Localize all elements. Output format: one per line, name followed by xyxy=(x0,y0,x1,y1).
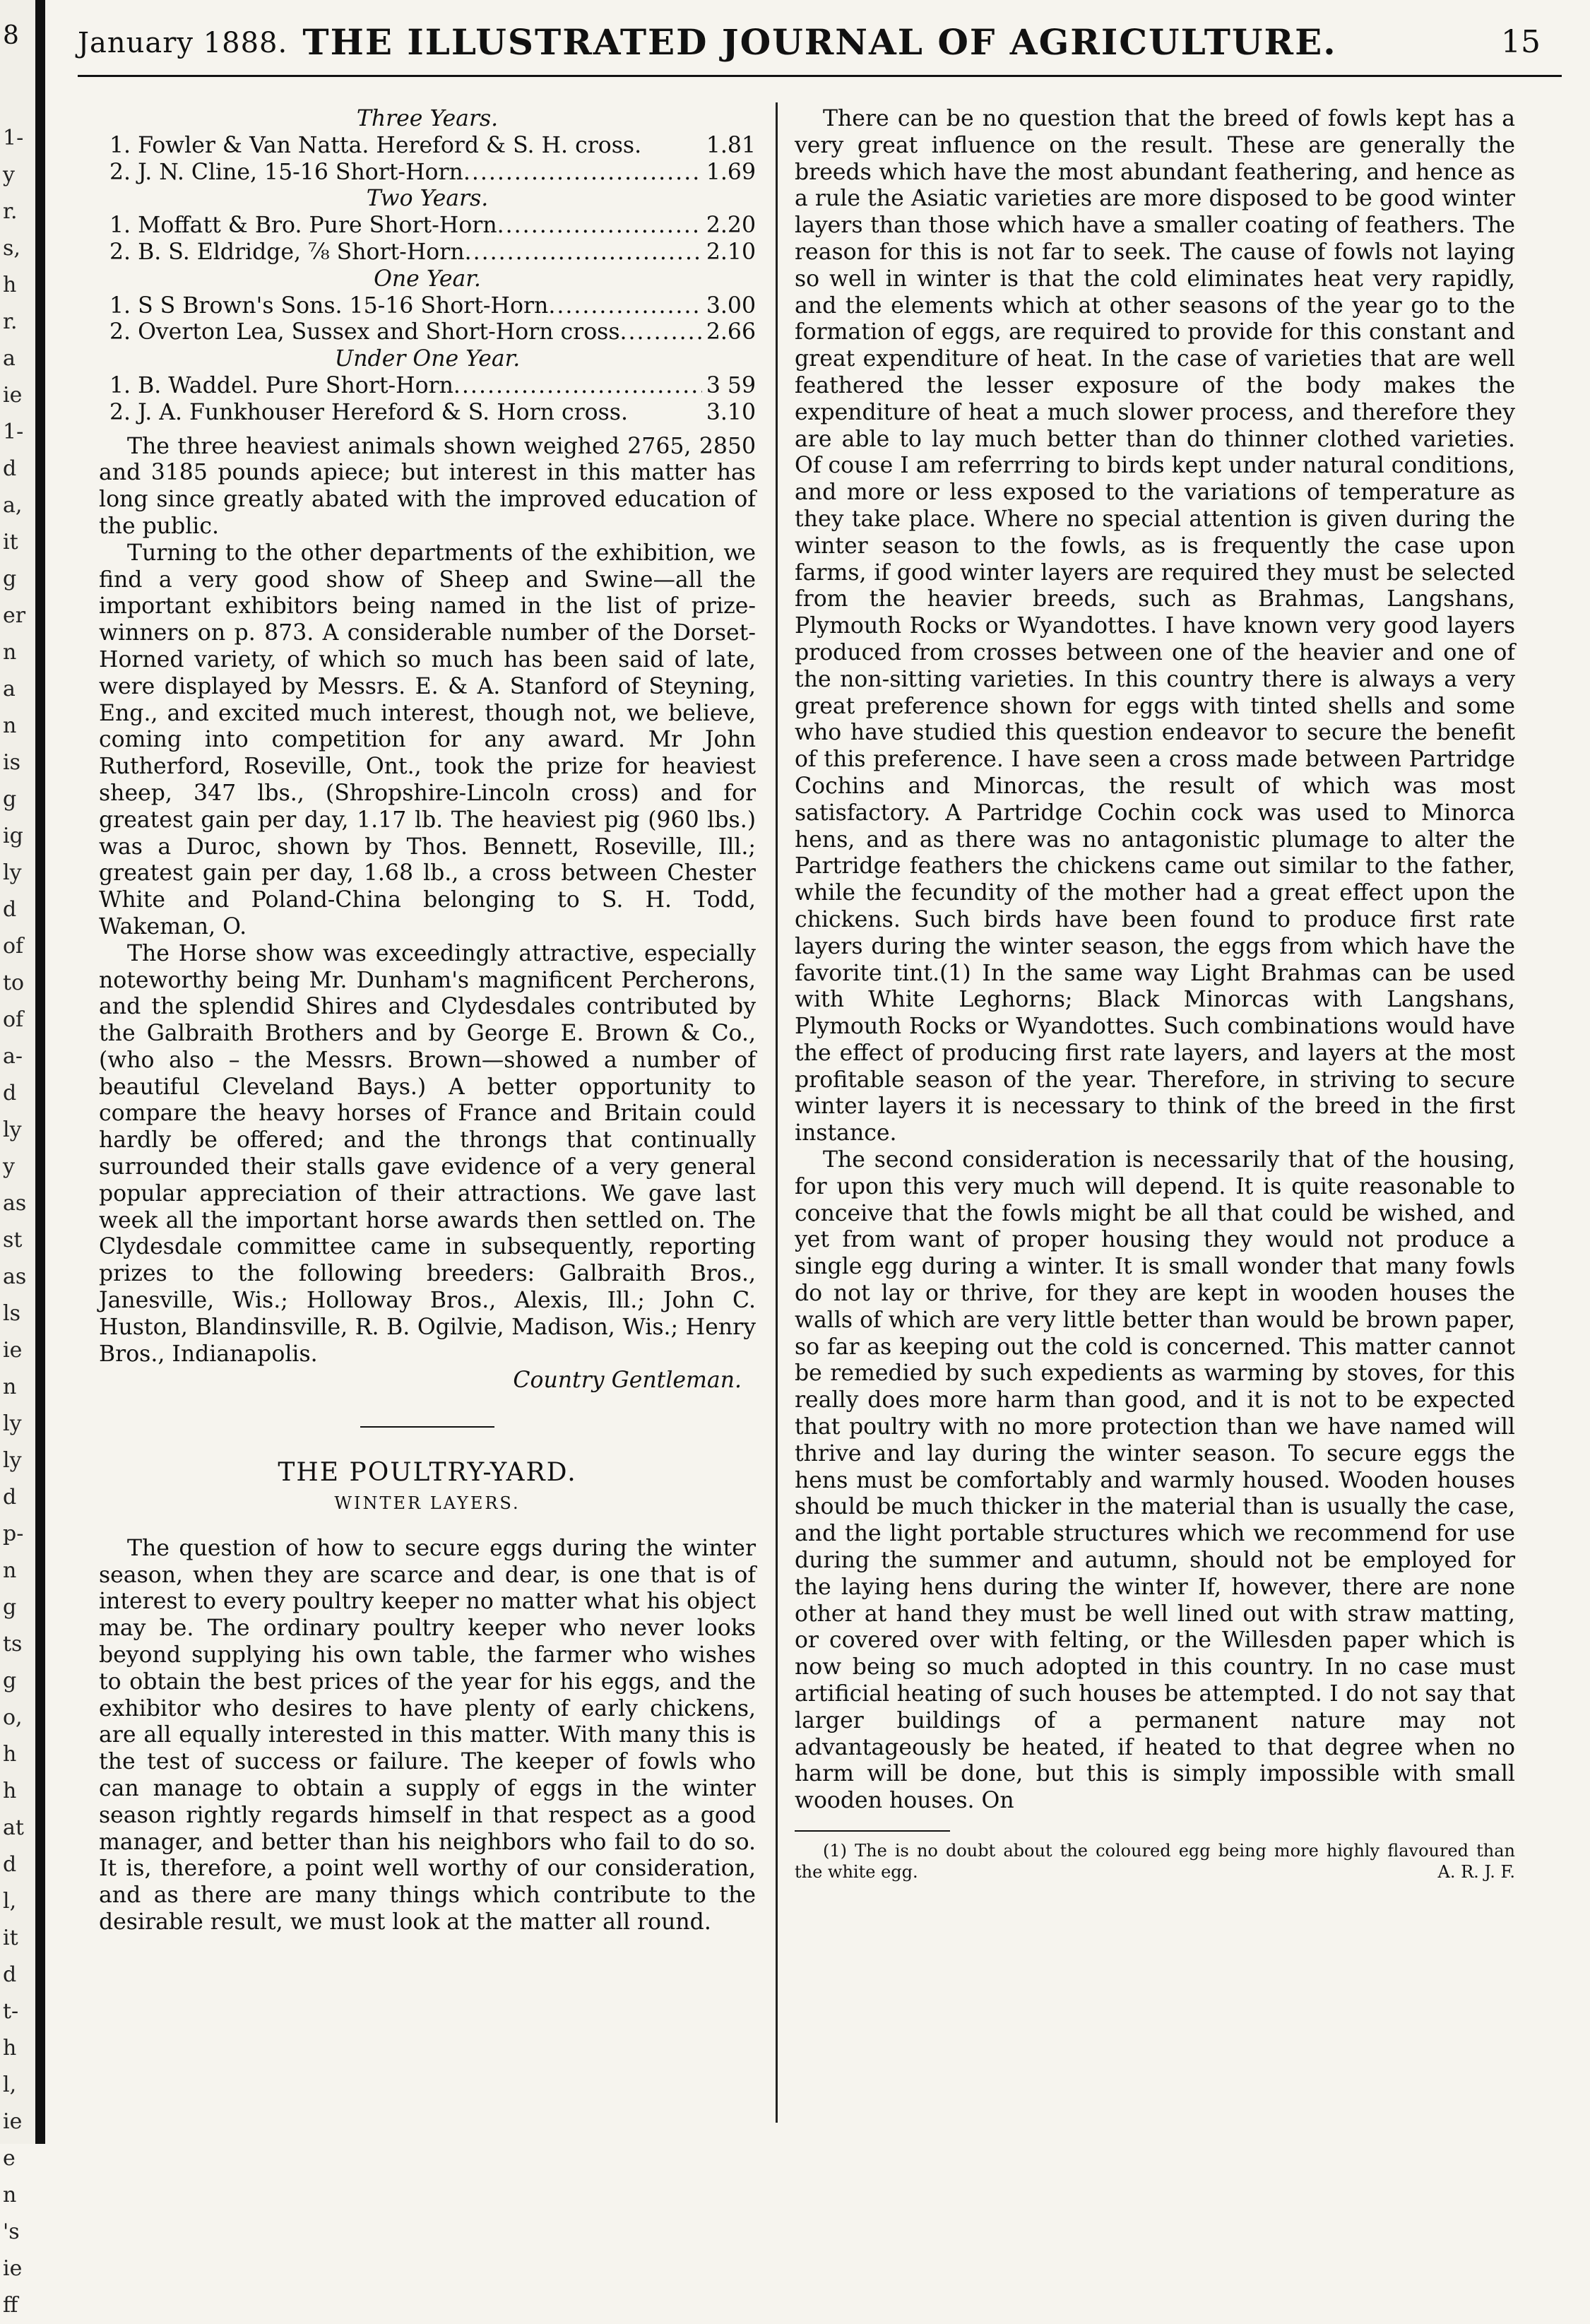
edge-fragment: ts xyxy=(3,1632,23,1656)
edge-fragment: a xyxy=(3,346,16,371)
left-column xyxy=(99,106,756,1936)
edge-fragment: ie xyxy=(3,1338,23,1363)
edge-fragment: of xyxy=(3,934,24,959)
results-heading: Under One Year. xyxy=(334,346,521,372)
results-heading: Three Years. xyxy=(356,106,499,131)
edge-fragment: 1- xyxy=(3,126,24,150)
footnote-text: (1) The is no doubt about the coloured egg being more highly flavoured than the white egg. xyxy=(795,1841,1515,1882)
result-label: 2. J. N. Cline, 15-16 Short-Horn xyxy=(109,159,463,185)
edge-fragment: ly xyxy=(3,1411,22,1436)
result-row xyxy=(109,133,756,160)
edge-fragment: n xyxy=(3,640,17,665)
edge-fragment: h xyxy=(3,1779,17,1803)
results-heading: One Year. xyxy=(374,266,481,292)
header-rule xyxy=(78,75,1562,77)
right-column xyxy=(795,106,1515,1883)
edge-fragment: g xyxy=(3,1668,17,1693)
edge-fragment: ly xyxy=(3,1448,22,1473)
edge-fragment: g xyxy=(3,787,17,812)
edge-fragment: n xyxy=(3,1375,17,1399)
edge-fragment: h xyxy=(3,1742,17,1767)
result-label: 1. Moffatt & Bro. Pure Short-Horn xyxy=(109,213,497,239)
edge-fragment: h xyxy=(3,2036,17,2061)
results-group xyxy=(109,373,756,427)
paragraph: The question of how to secure eggs during the winter season, when they are scarce and dear, is one that is of interest to every poultry keeper no matter what his object may be. The ordinary poultry keeper who never looks beyond supplying his own table, the farmer who wishes to obtain the best prices of the year for his eggs, and the exhibitor who desires to have plenty of early chickens, are all equally interested in this matter. With many this is the test of success or failure. The keeper of fowls who can manage to obtain a supply of eggs in the winter season rightly regards himself in that respect as a good manager, and better than his neighbors who fail to do so. It is, therefore, a point well worthy of our consideration, and as there are many things which contribute to the desirable result, we must look at the matter all round. xyxy=(99,1535,756,1935)
results-group xyxy=(109,213,756,266)
edge-fragment: g xyxy=(3,1595,17,1620)
result-label: 2. J. A. Funkhouser Hereford & S. Horn cross. xyxy=(109,399,628,425)
edge-fragment: s, xyxy=(3,236,20,261)
issue-date: January 1888. xyxy=(78,27,288,59)
leader-dots xyxy=(620,319,702,346)
results-heading: Two Years. xyxy=(366,186,489,212)
section-rule xyxy=(360,1426,494,1428)
paragraph: The Horse show was exceedingly attractive, especially noteworthy being Mr. Dunham's magnificent Percherons, and the splendid Shires and Clydesdales contributed by the Galbraith Brothers and by George E. Brown & Co., (who also – the Messrs. Brown—showed a number of beautiful Cleveland Bays.) A better opportunity to compare the heavy horses of France and Britain could hardly be offered; and the throngs that continually surrounded their stalls gave evidence of a very general popular appreciation of their attractions. We gave last week all the important horse awards then settled on. The Clydesdale committee came in subsequently, reporting prizes to the following breeders: Galbraith Bros., Janesville, Wis.; Holloway Bros., Alexis, Ill.; John C. Huston, Blandinsville, R. B. Ogilvie, Madison, Wis.; Henry Bros., Indianapolis. xyxy=(99,940,756,1367)
edge-fragment: d xyxy=(3,456,17,481)
results-list xyxy=(99,106,756,427)
result-value: 2.10 xyxy=(706,239,756,265)
result-row xyxy=(109,160,756,186)
edge-fragment: n xyxy=(3,1558,17,1583)
paragraph: The second consideration is necessarily that of the housing, for upon this very much will depend. It is quite reasonable to conceive that the fowls might be all that could be wished, and yet from want of proper housing they would not produce a single egg during a winter. It is small wonder that many fowls do not lay or thrive, for they are kept in wooden houses the walls of which are very little better than would be brown paper, so far as keeping out the cold is concerned. This matter cannot be remedied by such expedients as warming by stoves, for this really does more harm than good, and it is not to be expected that poultry with no more protection than we have named will thrive and lay during the winter season. To secure eggs the hens must be comfortably and warmly housed. Wooden houses should be much thicker in the material than is usually the case, and the light portable structures which we recommend for use during the summer and autumn, should not be employed for the laying hens during the winter If, however, there are none other at hand they must be well lined out with straw matting, or covered over with felting, or the Willesden paper which is now being so much adopted in this country. In no case must artificial heating of such houses be attempted. I do not say that larger buildings of a permanent nature may not advantageously be heated, if heated to that degree when no harm will be done, but this is simply impossible with small wooden houses. On xyxy=(795,1147,1515,1814)
edge-fragment: l, xyxy=(3,2073,17,2097)
results-group xyxy=(109,293,756,347)
edge-fragment: of xyxy=(3,1007,24,1032)
footnote-initials: A. R. J. F. xyxy=(1437,1862,1515,1882)
edge-fragment: h xyxy=(3,273,17,297)
edge-fragment: p- xyxy=(3,1522,24,1546)
edge-fragment: er xyxy=(3,603,26,628)
running-header xyxy=(78,21,1562,71)
result-value: 2.66 xyxy=(706,319,756,345)
edge-fragment: at xyxy=(3,1815,24,1840)
leader-dots xyxy=(453,373,702,400)
leader-dots xyxy=(497,213,702,239)
edge-fragment: ly xyxy=(3,1117,22,1142)
result-row xyxy=(109,400,756,427)
binding-shadow xyxy=(35,0,45,2144)
edge-fragment: r. xyxy=(3,309,18,334)
column-divider xyxy=(776,102,778,2123)
section-title: THE POULTRY-YARD. xyxy=(278,1458,577,1488)
result-value: 3 59 xyxy=(706,372,756,398)
edge-fragment: o, xyxy=(3,1705,23,1730)
edge-fragment: ly xyxy=(3,860,22,885)
edge-fragment: y xyxy=(3,162,15,187)
section-subtitle: WINTER LAYERS. xyxy=(334,1493,521,1514)
edge-fragment: a xyxy=(3,677,16,701)
edge-fragment: n xyxy=(3,2183,17,2207)
result-value: 2.20 xyxy=(706,213,756,239)
result-row xyxy=(109,213,756,239)
edge-fragment: y xyxy=(3,1154,15,1179)
edge-fragment: to xyxy=(3,971,25,995)
prev-page-number: 8 xyxy=(3,21,19,50)
result-row xyxy=(109,239,756,266)
edge-fragment: ls xyxy=(3,1301,20,1326)
result-label: 1. B. Waddel. Pure Short-Horn xyxy=(109,372,453,398)
footnote-rule xyxy=(795,1830,950,1832)
journal-title: THE ILLUSTRATED JOURNAL OF AGRICULTURE. xyxy=(302,21,1337,63)
edge-fragment: ie xyxy=(3,2256,23,2281)
edge-fragment: e xyxy=(3,2146,16,2171)
edge-fragment: st xyxy=(3,1228,23,1252)
result-value: 1.69 xyxy=(706,159,756,185)
edge-fragment: t- xyxy=(3,1999,19,2024)
edge-fragment: a- xyxy=(3,1044,23,1069)
edge-fragment: d xyxy=(3,1485,17,1510)
edge-fragment: ie xyxy=(3,383,23,408)
edge-fragment: ff xyxy=(3,2293,18,2318)
paragraph: Turning to the other departments of the exhibition, we find a very good show of Sheep and Swine—all the important exhibitors being named in the list of prize-winners on p. 873. A considerable number of the Dorset-Horned variety, of which so much has been said of late, were displayed by Messrs. E. & A. Stanford of Steyning, Eng., and excited much interest, though not, we believe, coming into competition for any award. Mr John Rutherford, Roseville, Ont., took the prize for heaviest sheep, 347 lbs., (Shropshire-Lincoln cross) and for greatest gain per day, 1.17 lb. The heaviest pig (960 lbs.) was a Duroc, shown by Thos. Bennett, Roseville, Ill.; greatest gain per day, 1.68 lb., a cross between Chester White and Poland-China belonging to S. H. Todd, Wakeman, O. xyxy=(99,540,756,939)
edge-fragment: it xyxy=(3,1926,18,1950)
edge-fragment: 1- xyxy=(3,420,24,444)
result-value: 3.00 xyxy=(706,292,756,319)
edge-fragment: as xyxy=(3,1191,27,1216)
edge-fragment: d xyxy=(3,897,17,922)
result-label: 2. Overton Lea, Sussex and Short-Horn cross xyxy=(109,319,620,345)
edge-fragment: r. xyxy=(3,199,18,224)
paragraph: There can be no question that the breed of fowls kept has a very great influence on the result. These are generally the breeds which have the most abundant feathering, and hence as a rule the Asiatic varieties are more disposed to be good winter layers than those which have a smaller coating of feathers. The reason for this is not far to seek. The cause of fowls not laying so well in winter is that the cold eliminates heat very rapidly, and the elements which at other seasons of the year go to the formation of eggs, are required to provide for this constant and great expenditure of heat. In the case of varieties that are well feathered the lesser exposure of the body makes the expenditure of heat a much slower process, and therefore they are able to lay much better than do thinner clothed varieties. Of couse I am referrring to birds kept under natural conditions, and more or less exposed to the variations of temperature as they take place. Where no special attention is given during the winter season to the fowls, as is frequently the case upon farms, if good winter layers are required they must be selected from the heavier breeds, such as Brahmas, Langshans, Plymouth Rocks or Wyandottes. I have known very good layers produced from crosses between one of the heavier and one of the non-sitting varieties. In this country there is always a very great preference shown for eggs with tinted shells and some who have studied this question endeavor to secure the benefit of this preference. I have seen a cross made between Partridge Cochins and Minorcas, the result of which was most satisfactory. A Partridge Cochin cock was used to Minorca hens, and as there was no antagonistic plumage to alter the Partridge feathers the chickens came out similar to the father, while the fecundity of the mother had a great effect upon the chickens. Such birds have been found to produce first rate layers during the winter season, the eggs from which have the favorite tint.(1) In the same way Light Brahmas can be used with White Leghorns; Black Minorcas with Langshans, Plymouth Rocks or Wyandottes. Such combinations would have the effect of producing first rate layers, and layers at the most profitable season of the year. Therefore, in striving to secure winter layers it is necessary to think of the breed in the first instance. xyxy=(795,106,1515,1146)
edge-fragment: a, xyxy=(3,493,23,518)
result-label: 1. S S Brown's Sons. 15-16 Short-Horn xyxy=(109,292,549,319)
result-label: 1. Fowler & Van Natta. Hereford & S. H. cross. xyxy=(109,132,642,158)
result-value: 1.81 xyxy=(706,132,756,158)
page-number: 15 xyxy=(1501,24,1541,60)
source-signature: Country Gentleman. xyxy=(513,1368,742,1394)
result-row xyxy=(109,319,756,346)
leader-dots xyxy=(463,160,702,186)
edge-fragment: g xyxy=(3,567,17,591)
edge-fragment: d xyxy=(3,1081,17,1105)
paragraph: The three heaviest animals shown weighed 2765, 2850 and 3185 pounds apiece; but interest in this matter has long since greatly abated with the improved education of the public. xyxy=(99,433,756,539)
result-row xyxy=(109,373,756,400)
leader-dots xyxy=(548,293,702,320)
edge-fragment: d xyxy=(3,1852,17,1877)
result-label: 2. B. S. Eldridge, ⅞ Short-Horn xyxy=(109,239,465,265)
result-value: 3.10 xyxy=(706,399,756,425)
edge-fragment: n xyxy=(3,713,17,738)
footnote xyxy=(795,1840,1515,1883)
results-group xyxy=(109,133,756,186)
edge-fragment: ig xyxy=(3,824,23,848)
edge-fragment: it xyxy=(3,530,18,555)
result-row xyxy=(109,293,756,320)
edge-fragment: as xyxy=(3,1264,27,1289)
adjacent-page-fragments xyxy=(3,120,31,2324)
leader-dots xyxy=(465,239,702,266)
edge-fragment: d xyxy=(3,1962,17,1987)
edge-fragment: ie xyxy=(3,2109,23,2134)
edge-fragment: l, xyxy=(3,1889,17,1914)
edge-fragment: is xyxy=(3,750,20,775)
edge-fragment: 's xyxy=(3,2219,20,2244)
